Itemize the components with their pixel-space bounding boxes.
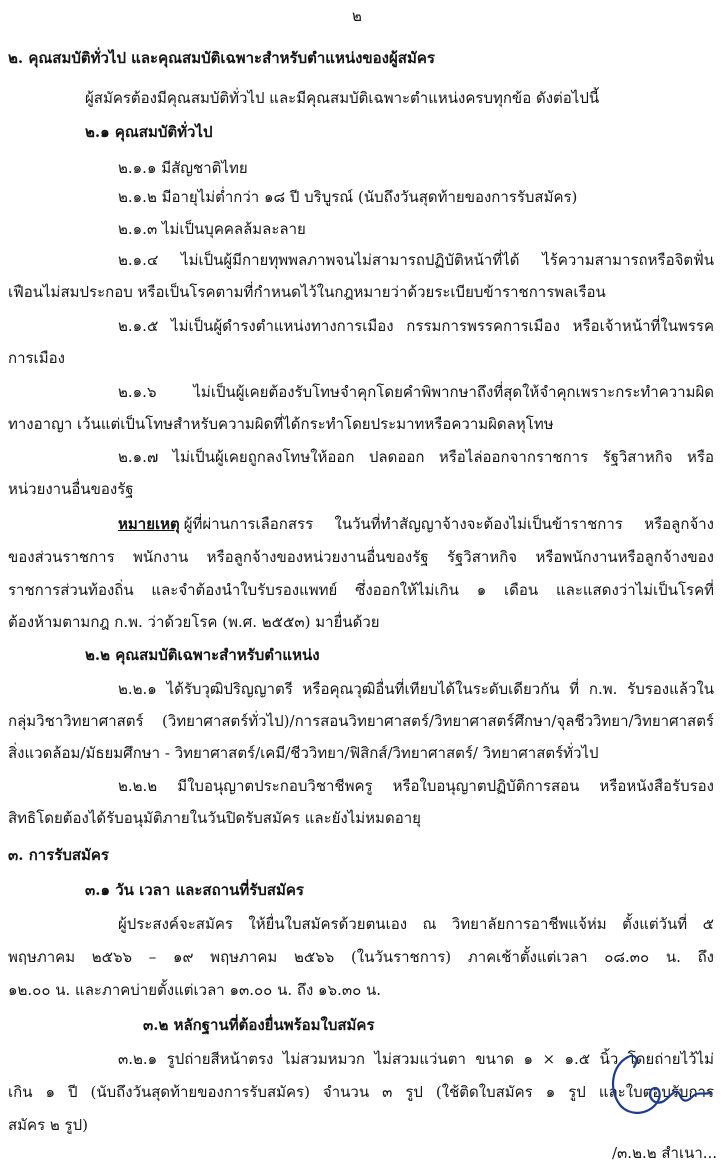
general-item-continuation: เฟือนไม่สมประกอบ หรือเป็นโรคตามที่กำหนดไว้ในกฎหมายว่าด้วยระเบียบข้าราชการพลเรือน [8,283,606,301]
specific-item-continuation: สิทธิโดยต้องได้รับอนุมัติภายในวันปิดรับสมัคร และยังไม่หมดอายุ [8,809,421,827]
required-documents-text: สมัคร ๒ รูป) [8,1116,88,1134]
specific-item-continuation: กลุ่มวิชาวิทยาศาสตร์ (วิทยาศาสตร์ทั่วไป)/การสอนวิทยาศาสตร์/วิทยาศาสตร์ศึกษา/จุลชีววิทยา/วิทยาศาสตร์ [8,712,714,730]
application-period-heading: ๓.๑ วัน เวลา และสถานที่รับสมัคร [85,881,304,899]
page-number: ๒ [352,7,362,25]
general-item-continuation: หน่วยงานอื่นของรัฐ [8,480,134,498]
specific-qualifications-heading: ๒.๒ คุณสมบัติเฉพาะสำหรับตำแหน่ง [85,646,320,664]
note-line: ราชการส่วนท้องถิ่น และจำต้องนำใบรับรองแพทย์ ซึ่งออกให้ไม่เกิน ๑ เดือน และแสดงว่าไม่เป็นโรคที่ [8,581,714,599]
application-period-text: พฤษภาคม ๒๕๖๖ – ๑๙ พฤษภาคม ๒๕๖๖ (ในวันราชการ) ภาคเช้าตั้งแต่เวลา ๐๘.๓๐ น. ถึง [8,948,714,966]
note-label: หมายเหตุ [118,515,180,533]
application-period-text: ๑๒.๐๐ น. และภาคบ่ายตั้งแต่เวลา ๑๓.๐๐ น. ถึง ๑๖.๓๐ น. [8,981,382,999]
continuation-marker: /๓.๒.๒ สำเนา... [612,1144,718,1162]
note-first-line [118,514,714,534]
general-item: ๒.๑.๒ มีอายุไม่ต่ำกว่า ๑๘ ปี บริบูรณ์ (นับถึงวันสุดท้ายของการรับสมัคร) [118,188,578,206]
general-item: ๒.๑.๗ ไม่เป็นผู้เคยถูกลงโทษให้ออก ปลดออก หรือไล่ออกจากราชการ รัฐวิสาหกิจ หรือ [118,448,714,466]
specific-item-continuation: สิ่งแวดล้อม/มัธยมศึกษา - วิทยาศาสตร์/เคมี/ชีววิทยา/ฟิสิกส์/วิทยาศาสตร์/ วิทยาศาสตร์ทั่วไป [8,744,599,762]
note-line: ต้องห้ามตามกฎ ก.พ. ว่าด้วยโรค (พ.ศ. ๒๕๕๓) มายื่นด้วย [8,613,380,631]
required-documents-text: ๓.๒.๑ รูปถ่ายสีหน้าตรง ไม่สวมหมวก ไม่สวมแว่นตา ขนาด ๑ × ๑.๕ นิ้ว โดยถ่ายไว้ไม่ [118,1050,714,1068]
application-period-text: ผู้ประสงค์จะสมัคร ให้ยื่นใบสมัครด้วยตนเอง ณ วิทยาลัยการอาชีพแจ้ห่ม ตั้งแต่วันที่ ๕ [118,915,714,933]
section-2-intro: ผู้สมัครต้องมีคุณสมบัติทั่วไป และมีคุณสมบัติเฉพาะตำแหน่งครบทุกข้อ ดังต่อไปนี้ [85,89,600,107]
general-item: ๒.๑.๓ ไม่เป็นบุคคลล้มละลาย [118,220,306,238]
specific-item: ๒.๒.๒ มีใบอนุญาตประกอบวิชาชีพครู หรือใบอนุญาตปฏิบัติการสอน หรือหนังสือรับรอง [118,777,714,795]
note-line: ของส่วนราชการ พนักงาน หรือลูกจ้างของหน่วยงานอื่นของรัฐ รัฐวิสาหกิจ หรือพนักงานหรือลูกจ้างของ [8,548,714,566]
specific-item: ๒.๒.๑ ได้รับวุฒิปริญญาตรี หรือคุณวุฒิอื่นที่เทียบได้ในระดับเดียวกัน ที่ ก.พ. รับรองแล้วใน [118,680,714,698]
note-text: ผู้ที่ผ่านการเลือกสรร ในวันที่ทำสัญญาจ้างจะต้องไม่เป็นข้าราชการ หรือลูกจ้าง [183,515,714,533]
signature-icon [598,1045,716,1127]
section-3-heading: ๓. การรับสมัคร [8,846,109,864]
general-item: ๒.๑.๑ มีสัญชาติไทย [118,159,248,177]
required-documents-heading: ๓.๒ หลักฐานที่ต้องยื่นพร้อมใบสมัคร [143,1016,375,1034]
general-qualifications-heading: ๒.๑ คุณสมบัติทั่วไป [85,123,213,141]
required-documents-text: เกิน ๑ ปี (นับถึงวันสุดท้ายของการรับสมัคร) จำนวน ๓ รูป (ใช้ติดใบสมัคร ๑ รูป และใบตอบรับการ [8,1083,714,1101]
general-item: ๒.๑.๔ ไม่เป็นผู้มีกายทุพพลภาพจนไม่สามารถปฏิบัติหน้าที่ได้ ไร้ความสามารถหรือจิตฟั่น [118,251,714,269]
section-2-heading: ๒. คุณสมบัติทั่วไป และคุณสมบัติเฉพาะสำหรับตำแหน่งของผู้สมัคร [8,49,435,67]
general-item: ๒.๑.๕ ไม่เป็นผู้ดำรงตำแหน่งทางการเมือง กรรมการพรรคการเมือง หรือเจ้าหน้าที่ในพรรค [118,317,714,335]
general-item-continuation: การเมือง [8,349,65,367]
general-item: ๒.๑.๖ ไม่เป็นผู้เคยต้องรับโทษจำคุกโดยคำพิพากษาถึงที่สุดให้จำคุกเพราะกระทำความผิด [118,383,714,401]
general-item-continuation: ทางอาญา เว้นแต่เป็นโทษสำหรับความผิดที่ได้กระทำโดยประมาทหรือความผิดลหุโทษ [8,415,554,433]
